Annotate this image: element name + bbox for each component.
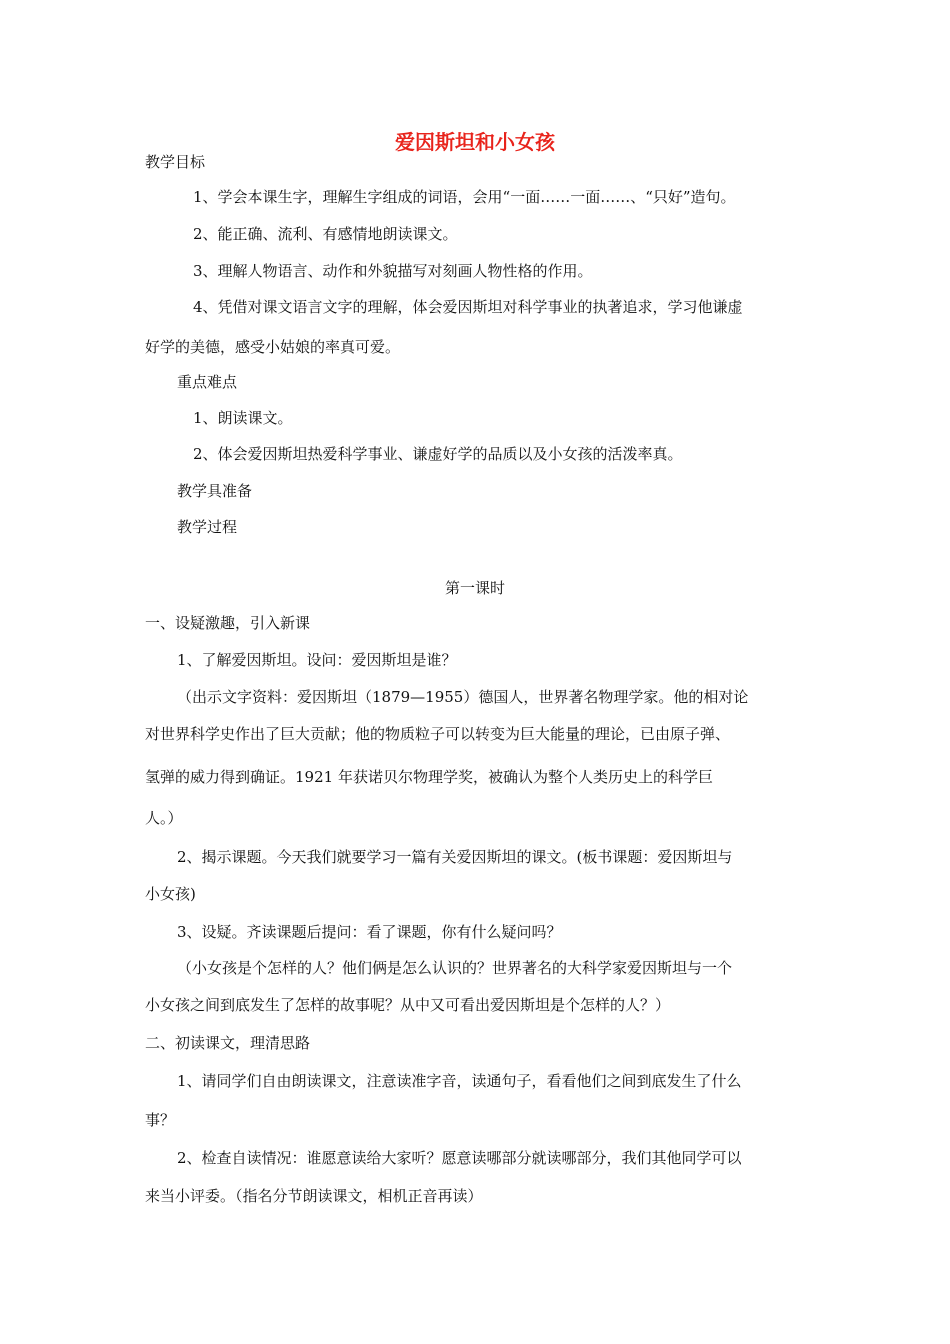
material-text-line3: 氢弹的威力得到确证。1921 年获诺贝尔物理学奖，被确认为整个人类历史上的科学巨 bbox=[145, 768, 713, 786]
section-1-item-2-line2: 小女孩) bbox=[145, 885, 196, 903]
key-point-1-text: 1、朗读课文。 bbox=[193, 409, 293, 427]
section-2-item-2-line2: 来当小评委。（指名分节朗读课文，相机正音再读） bbox=[145, 1187, 483, 1205]
section-2-heading: 二、初读课文，理清思路 bbox=[145, 1034, 311, 1052]
section-1-heading: 一、设疑激趣，引入新课 bbox=[145, 614, 311, 632]
heading-process: 教学过程 bbox=[177, 518, 238, 536]
goal-4-text-line1: 4、凭借对课文语言文字的理解，体会爱因斯坦对科学事业的执著追求，学习他谦虚 bbox=[193, 298, 743, 316]
section-2-item-1-line1: 1、请同学们自由朗读课文，注意读准字音，读通句子，看看他们之间到底发生了什么 bbox=[177, 1072, 742, 1090]
heading-key-points: 重点难点 bbox=[177, 373, 238, 391]
material-text-line1: （出示文字资料：爱因斯坦（1879—1955）德国人，世界著名物理学家。他的相对论 bbox=[177, 688, 749, 706]
section-2-item-2-line1: 2、检查自读情况：谁愿意读给大家听？愿意读哪部分就读哪部分，我们其他同学可以 bbox=[177, 1149, 742, 1167]
section-1-item-3: 3、设疑。齐读课题后提问：看了课题，你有什么疑问吗？ bbox=[177, 923, 562, 941]
section-2-item-1-line2: 事？ bbox=[145, 1111, 176, 1129]
key-point-2-text: 2、体会爱因斯坦热爱科学事业、谦虚好学的品质以及小女孩的活泼率真。 bbox=[193, 445, 683, 463]
goal-4-text-line2: 好学的美德，感受小姑娘的率真可爱。 bbox=[145, 338, 401, 356]
question-text-line1: （小女孩是个怎样的人？他们俩是怎么认识的？世界著名的大科学家爱因斯坦与一个 bbox=[177, 959, 733, 977]
section-1-item-1: 1、了解爱因斯坦。设问：爱因斯坦是谁？ bbox=[177, 651, 457, 669]
heading-materials: 教学具准备 bbox=[177, 482, 253, 500]
goal-1-text: 1、学会本课生字，理解生字组成的词语，会用“一面……一面……、“只好”造句。 bbox=[193, 188, 736, 206]
goal-2-text: 2、能正确、流利、有感情地朗读课文。 bbox=[193, 225, 458, 243]
heading-teaching-goals: 教学目标 bbox=[145, 153, 206, 171]
goal-3-text: 3、理解人物语言、动作和外貌描写对刻画人物性格的作用。 bbox=[193, 262, 593, 280]
question-text-line2: 小女孩之间到底发生了怎样的故事呢？从中又可看出爱因斯坦是个怎样的人？） bbox=[145, 996, 671, 1014]
section-1-item-2-line1: 2、揭示课题。今天我们就要学习一篇有关爱因斯坦的课文。(板书课题：爱因斯坦与 bbox=[177, 848, 733, 866]
material-text-line4: 人。） bbox=[145, 809, 183, 827]
material-text-line2: 对世界科学史作出了巨大贡献；他的物质粒子可以转变为巨大能量的理论，已由原子弹、 bbox=[145, 725, 731, 743]
document-title: 爱因斯坦和小女孩 bbox=[395, 130, 555, 154]
lesson-heading: 第一课时 bbox=[444, 579, 505, 597]
